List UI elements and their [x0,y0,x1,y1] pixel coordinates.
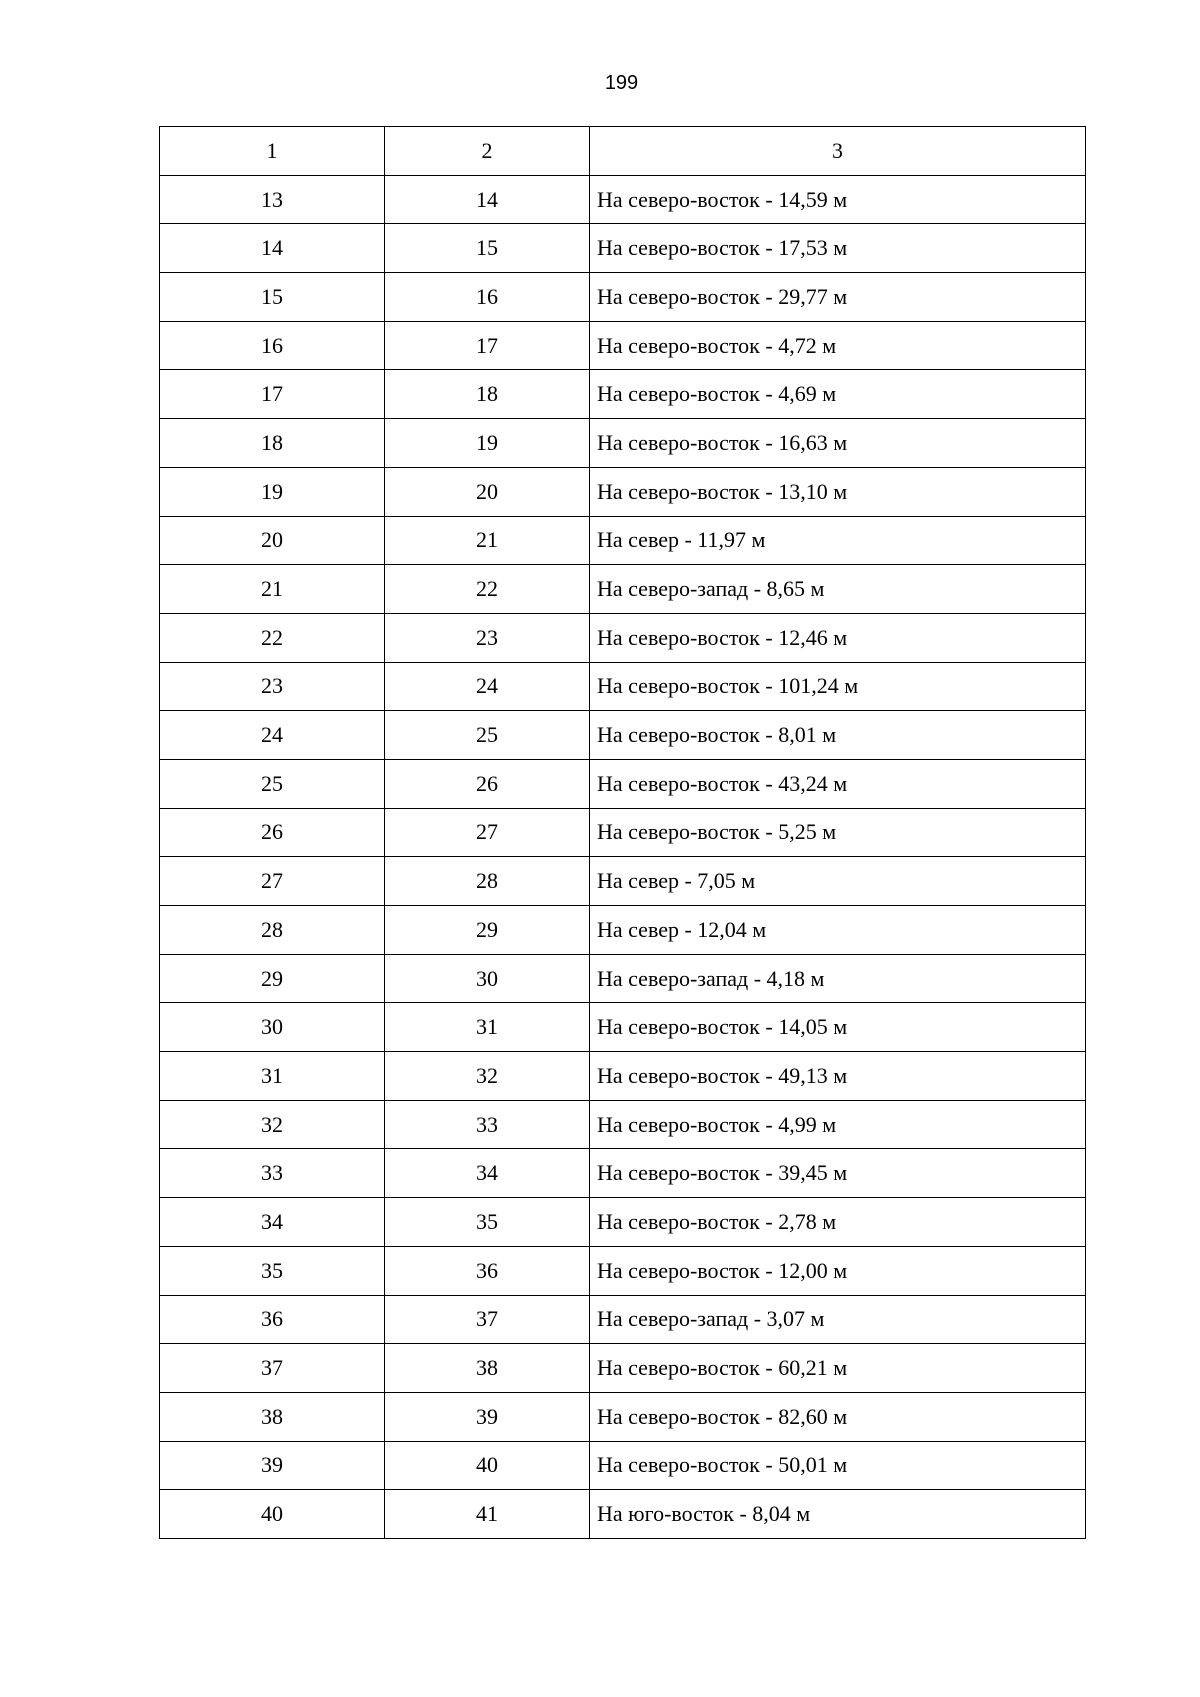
from-point-cell: 18 [160,419,385,468]
to-point-cell: 39 [385,1392,590,1441]
table-row [160,370,1086,419]
to-point-cell: 14 [385,175,590,224]
table-row [160,857,1086,906]
to-point-cell: 23 [385,613,590,662]
table-row [160,1003,1086,1052]
direction-distance-cell: На северо-восток - 60,21 м [590,1344,1086,1393]
to-point-cell: 33 [385,1100,590,1149]
to-point-cell: 37 [385,1295,590,1344]
header-cell-col3: 3 [590,127,1086,176]
direction-distance-cell: На северо-запад - 4,18 м [590,954,1086,1003]
from-point-cell: 38 [160,1392,385,1441]
direction-distance-cell: На северо-запад - 8,65 м [590,565,1086,614]
direction-distance-cell: На юго-восток - 8,04 м [590,1490,1086,1539]
direction-distance-cell: На северо-восток - 8,01 м [590,711,1086,760]
direction-distance-cell: На северо-восток - 17,53 м [590,224,1086,273]
from-point-cell: 36 [160,1295,385,1344]
to-point-cell: 21 [385,516,590,565]
from-point-cell: 32 [160,1100,385,1149]
to-point-cell: 41 [385,1490,590,1539]
to-point-cell: 18 [385,370,590,419]
direction-distance-cell: На северо-восток - 49,13 м [590,1052,1086,1101]
from-point-cell: 40 [160,1490,385,1539]
to-point-cell: 24 [385,662,590,711]
to-point-cell: 31 [385,1003,590,1052]
to-point-cell: 26 [385,759,590,808]
from-point-cell: 31 [160,1052,385,1101]
from-point-cell: 13 [160,175,385,224]
table-row [160,1149,1086,1198]
table-row [160,565,1086,614]
direction-distance-cell: На север - 7,05 м [590,857,1086,906]
direction-distance-cell: На северо-восток - 14,05 м [590,1003,1086,1052]
from-point-cell: 26 [160,808,385,857]
to-point-cell: 38 [385,1344,590,1393]
to-point-cell: 20 [385,467,590,516]
table-row [160,1100,1086,1149]
table-row [160,1198,1086,1247]
table-row [160,467,1086,516]
table-row [160,1295,1086,1344]
from-point-cell: 15 [160,273,385,322]
direction-distance-cell: На северо-восток - 4,72 м [590,321,1086,370]
from-point-cell: 25 [160,759,385,808]
direction-distance-cell: На северо-восток - 2,78 м [590,1198,1086,1247]
from-point-cell: 14 [160,224,385,273]
from-point-cell: 16 [160,321,385,370]
to-point-cell: 29 [385,906,590,955]
to-point-cell: 32 [385,1052,590,1101]
from-point-cell: 30 [160,1003,385,1052]
direction-distance-cell: На северо-восток - 12,00 м [590,1246,1086,1295]
direction-distance-cell: На северо-восток - 39,45 м [590,1149,1086,1198]
to-point-cell: 16 [385,273,590,322]
direction-distance-cell: На северо-запад - 3,07 м [590,1295,1086,1344]
table-row [160,516,1086,565]
table-row [160,419,1086,468]
from-point-cell: 21 [160,565,385,614]
table-row [160,759,1086,808]
table-row [160,808,1086,857]
table-row [160,224,1086,273]
direction-distance-cell: На северо-восток - 4,69 м [590,370,1086,419]
to-point-cell: 35 [385,1198,590,1247]
from-point-cell: 24 [160,711,385,760]
direction-distance-cell: На северо-восток - 82,60 м [590,1392,1086,1441]
direction-distance-cell: На северо-восток - 12,46 м [590,613,1086,662]
direction-distance-cell: На северо-восток - 101,24 м [590,662,1086,711]
table-row [160,711,1086,760]
table-row [160,662,1086,711]
to-point-cell: 15 [385,224,590,273]
direction-distance-cell: На северо-восток - 5,25 м [590,808,1086,857]
from-point-cell: 35 [160,1246,385,1295]
to-point-cell: 17 [385,321,590,370]
table-row [160,175,1086,224]
from-point-cell: 37 [160,1344,385,1393]
from-point-cell: 22 [160,613,385,662]
table-row [160,1392,1086,1441]
to-point-cell: 30 [385,954,590,1003]
from-point-cell: 39 [160,1441,385,1490]
table-row [160,613,1086,662]
to-point-cell: 34 [385,1149,590,1198]
to-point-cell: 19 [385,419,590,468]
to-point-cell: 36 [385,1246,590,1295]
table-row [160,1441,1086,1490]
direction-distance-cell: На северо-восток - 50,01 м [590,1441,1086,1490]
header-cell-col2: 2 [385,127,590,176]
table-row [160,1052,1086,1101]
from-point-cell: 17 [160,370,385,419]
from-point-cell: 19 [160,467,385,516]
direction-distance-cell: На северо-восток - 43,24 м [590,759,1086,808]
from-point-cell: 33 [160,1149,385,1198]
table-header-row [160,127,1086,176]
table-body [160,127,1086,1539]
to-point-cell: 27 [385,808,590,857]
direction-distance-cell: На север - 12,04 м [590,906,1086,955]
boundary-table [159,126,1086,1539]
direction-distance-cell: На север - 11,97 м [590,516,1086,565]
from-point-cell: 27 [160,857,385,906]
table-row [160,273,1086,322]
from-point-cell: 20 [160,516,385,565]
table-row [160,1490,1086,1539]
direction-distance-cell: На северо-восток - 13,10 м [590,467,1086,516]
table-row [160,1344,1086,1393]
table-row [160,321,1086,370]
from-point-cell: 28 [160,906,385,955]
from-point-cell: 34 [160,1198,385,1247]
table-row [160,954,1086,1003]
table-row [160,1246,1086,1295]
table-row [160,906,1086,955]
direction-distance-cell: На северо-восток - 4,99 м [590,1100,1086,1149]
to-point-cell: 22 [385,565,590,614]
header-cell-col1: 1 [160,127,385,176]
to-point-cell: 25 [385,711,590,760]
to-point-cell: 40 [385,1441,590,1490]
page-number: 199 [604,72,639,94]
direction-distance-cell: На северо-восток - 14,59 м [590,175,1086,224]
from-point-cell: 23 [160,662,385,711]
direction-distance-cell: На северо-восток - 16,63 м [590,419,1086,468]
direction-distance-cell: На северо-восток - 29,77 м [590,273,1086,322]
from-point-cell: 29 [160,954,385,1003]
to-point-cell: 28 [385,857,590,906]
